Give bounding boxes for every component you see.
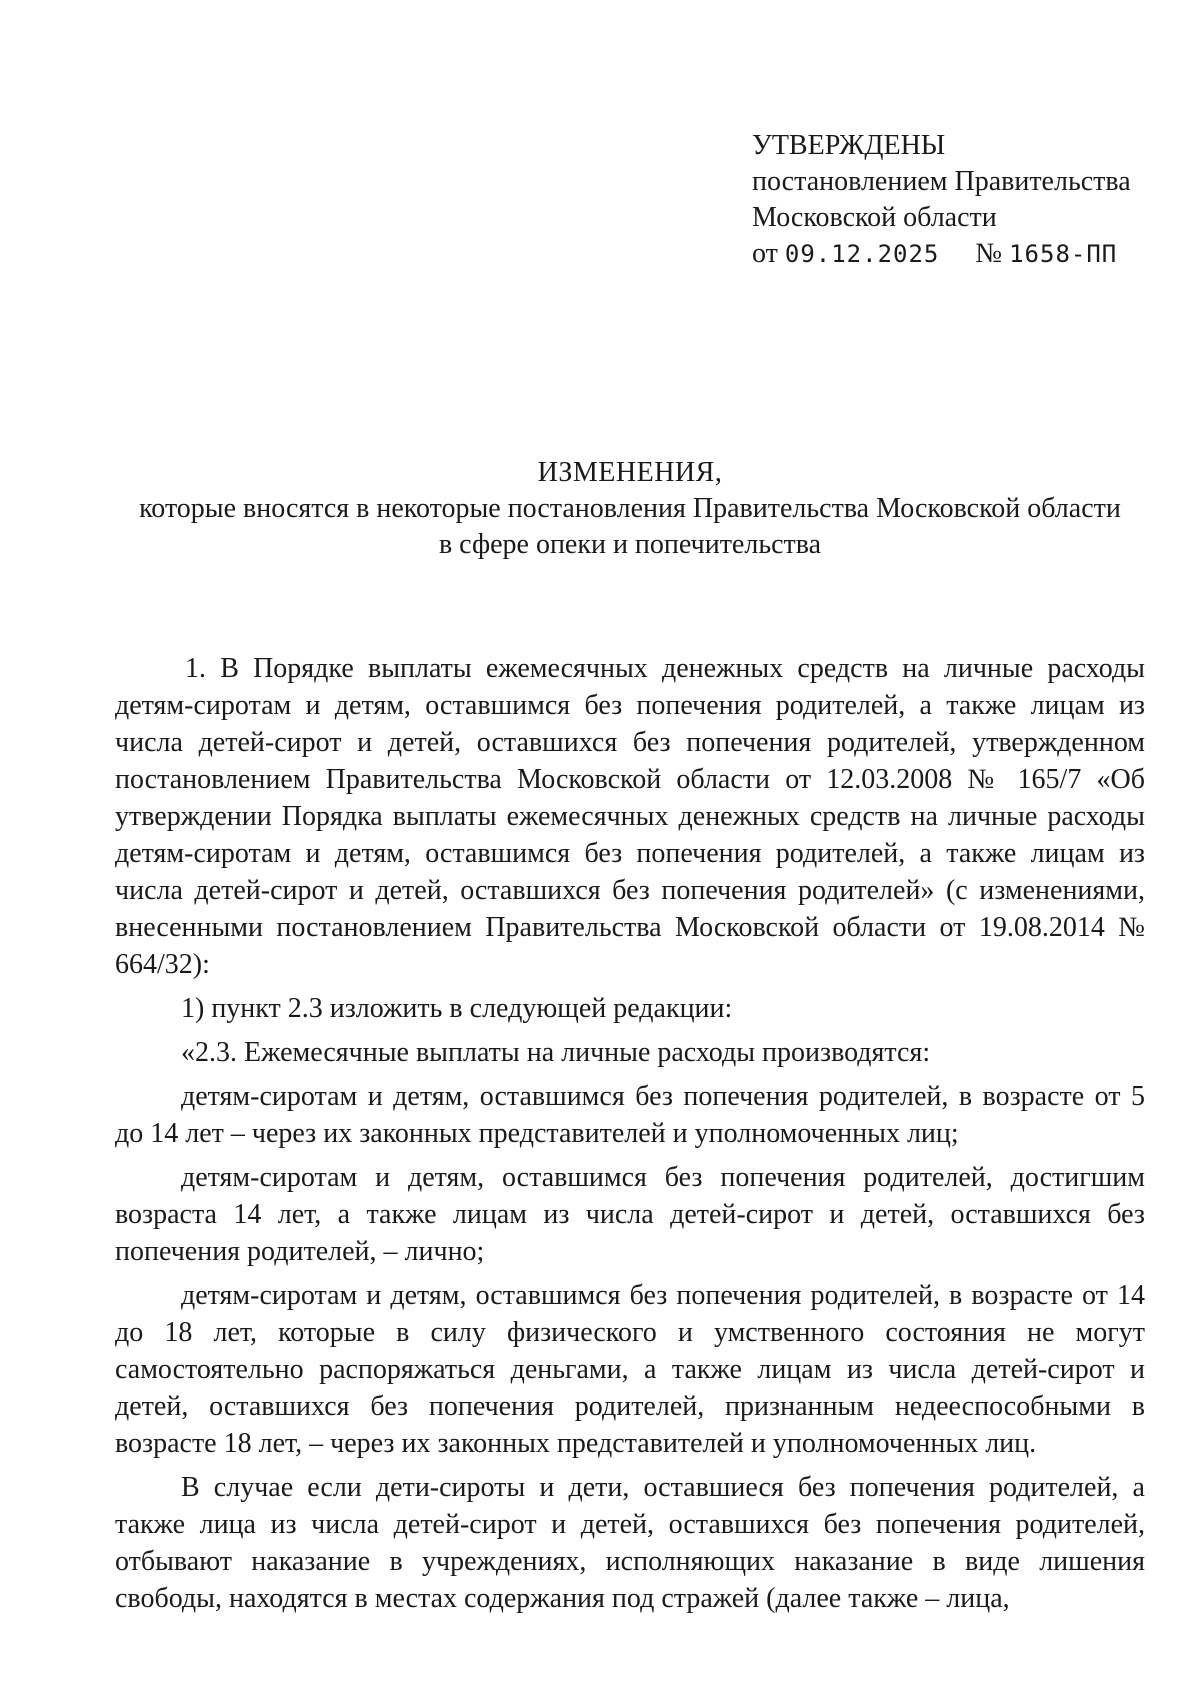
approval-date: 09.12.2025 — [784, 240, 940, 268]
approval-number-sign: № — [975, 238, 1003, 269]
paragraph-6: детям-сиротам и детям, оставшимся без попечения родителей, в возрасте от 14 до 18 лет, которые в силу физического и умственного состояния не могут самостоятельно распоряжаться деньгами, а также лицам из числа детей-сирот и детей, оставшихся без попечения родителей, признанным недееспособными в возрасте 18 лет, – через их законных представителей и уполномоченных лиц. — [115, 1280, 1145, 1459]
document-heading — [120, 455, 1140, 563]
approval-line-region: Московской области — [752, 202, 997, 233]
paragraph-5: детям-сиротам и детям, оставшимся без попечения родителей, достигшим возраста 14 лет, а также лицам из числа детей-сирот и детей, оставшихся без попечения родителей, – лично; — [115, 1162, 1145, 1267]
paragraph-1: 1. В Порядке выплаты ежемесячных денежных средств на личные расходы детям-сиротам и детям, оставшимся без попечения родителей, а также лицам из числа детей-сирот и детей, оставшихся без попечения родителей, утвержденном постановлением Правительства Московской области от 12.03.2008 № 165/7 «Об утверждении Порядка выплаты ежемесячных денежных средств на личные расходы детям-сиротам и детям, оставшимся без попечения родителей, а также лицам из числа детей-сирот и детей, оставшихся без попечения родителей» (с изменениями, внесенными постановлением Правительства Московской области от 19.08.2014 № 664/32): — [115, 653, 1145, 980]
heading-title: ИЗМЕНЕНИЯ, — [537, 457, 723, 488]
heading-subtitle-line1: которые вносятся в некоторые постановления Правительства Московской области — [139, 493, 1121, 524]
paragraph-7: В случае если дети-сироты и дети, оставшиеся без попечения родителей, а также лица из числа детей-сирот и детей, оставшихся без попечения родителей, отбывают наказание в учреждениях, исполняющих наказание в виде лишения свободы, находятся в местах содержания под стражей (далее также – лица, — [115, 1472, 1145, 1614]
approval-date-prefix: от — [752, 238, 778, 269]
paragraph-3: «2.3. Ежемесячные выплаты на личные расходы производятся: — [181, 1037, 931, 1068]
approval-number: 1658-ПП — [1009, 240, 1118, 268]
paragraph-4: детям-сиротам и детям, оставшимся без попечения родителей, в возрасте от 5 до 14 лет – через их законных представителей и уполномоченных лиц; — [115, 1081, 1145, 1149]
approval-block — [752, 128, 1131, 272]
paragraph-2: 1) пункт 2.3 изложить в следующей редакции: — [181, 993, 733, 1024]
document-body — [115, 650, 1145, 1624]
approval-line-resolution: постановлением Правительства — [752, 166, 1131, 197]
heading-subtitle-line2: в сфере опеки и попечительства — [438, 529, 822, 560]
approval-title: УТВЕРЖДЕНЫ — [752, 130, 946, 161]
approval-date-number — [752, 236, 1131, 272]
